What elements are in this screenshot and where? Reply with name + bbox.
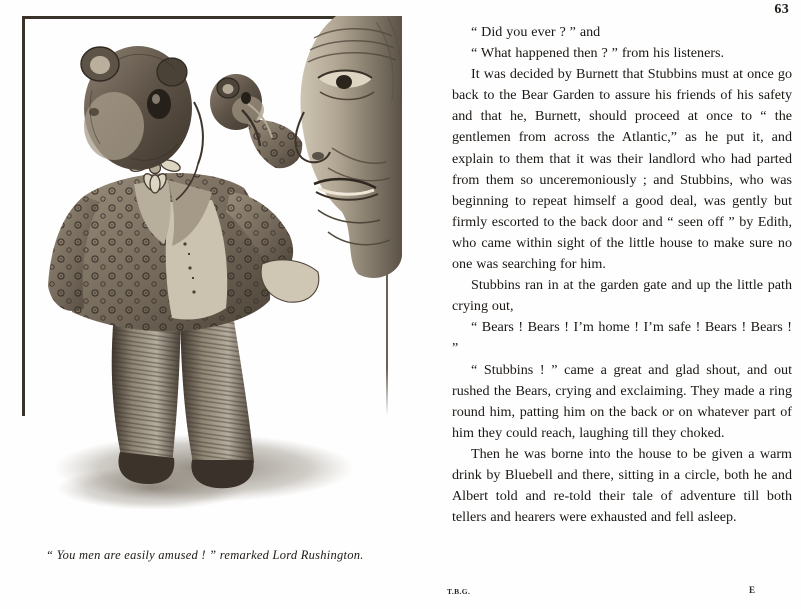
paragraph: It was decided by Burnett that Stubbins must at once go back to the Bear Garden to assure his friends of his safety and that he, Burnett, should proceed at once to “ the gentlemen from across the Atlantic,” as he put it, and explain to them that it was their landlord who had parted from them so unceremoniously ; and Stubbins, who was beginning to repeat himself a good deal, was gently but firmly escorted to the back door and “ seen off ” by Edith, who came within sight of the little house to make sure no one was searching for him.: [452, 66, 792, 273]
paragraph: Stubbins ran in at the garden gate and up the little path crying out,: [452, 277, 792, 315]
paragraph: “ What happened then ? ” from his listeners.: [471, 45, 725, 62]
body-text-column: [452, 22, 792, 528]
page-number: 63: [774, 2, 789, 17]
paragraph: “ Bears ! Bears ! I’m home ! I’m safe ! Bears ! Bears ! ”: [452, 319, 792, 357]
paragraph: Then he was borne into the house to be given a warm drink by Bluebell and there, sitting in a circle, both he and Albert told and re-told their tale of adventure till both tellers and hearers were exhausted and fell asleep.: [452, 445, 792, 526]
paragraph: “ Did you ever ? ” and: [471, 24, 601, 40]
signature-mark-right: E: [749, 585, 756, 595]
illustration-caption: “ You men are easily amused ! ” remarked Lord Rushington.: [46, 548, 364, 562]
paragraph: “ Stubbins ! ” came a great and glad shout, and out rushed the Bears, crying and exclaiming. They made a ring round him, patting him on the back or on whatever part of him they could reach, laughing till they choked.: [452, 361, 792, 441]
illustration-artwork: [22, 16, 402, 536]
signature-mark-left: T.B.G.: [447, 587, 471, 596]
